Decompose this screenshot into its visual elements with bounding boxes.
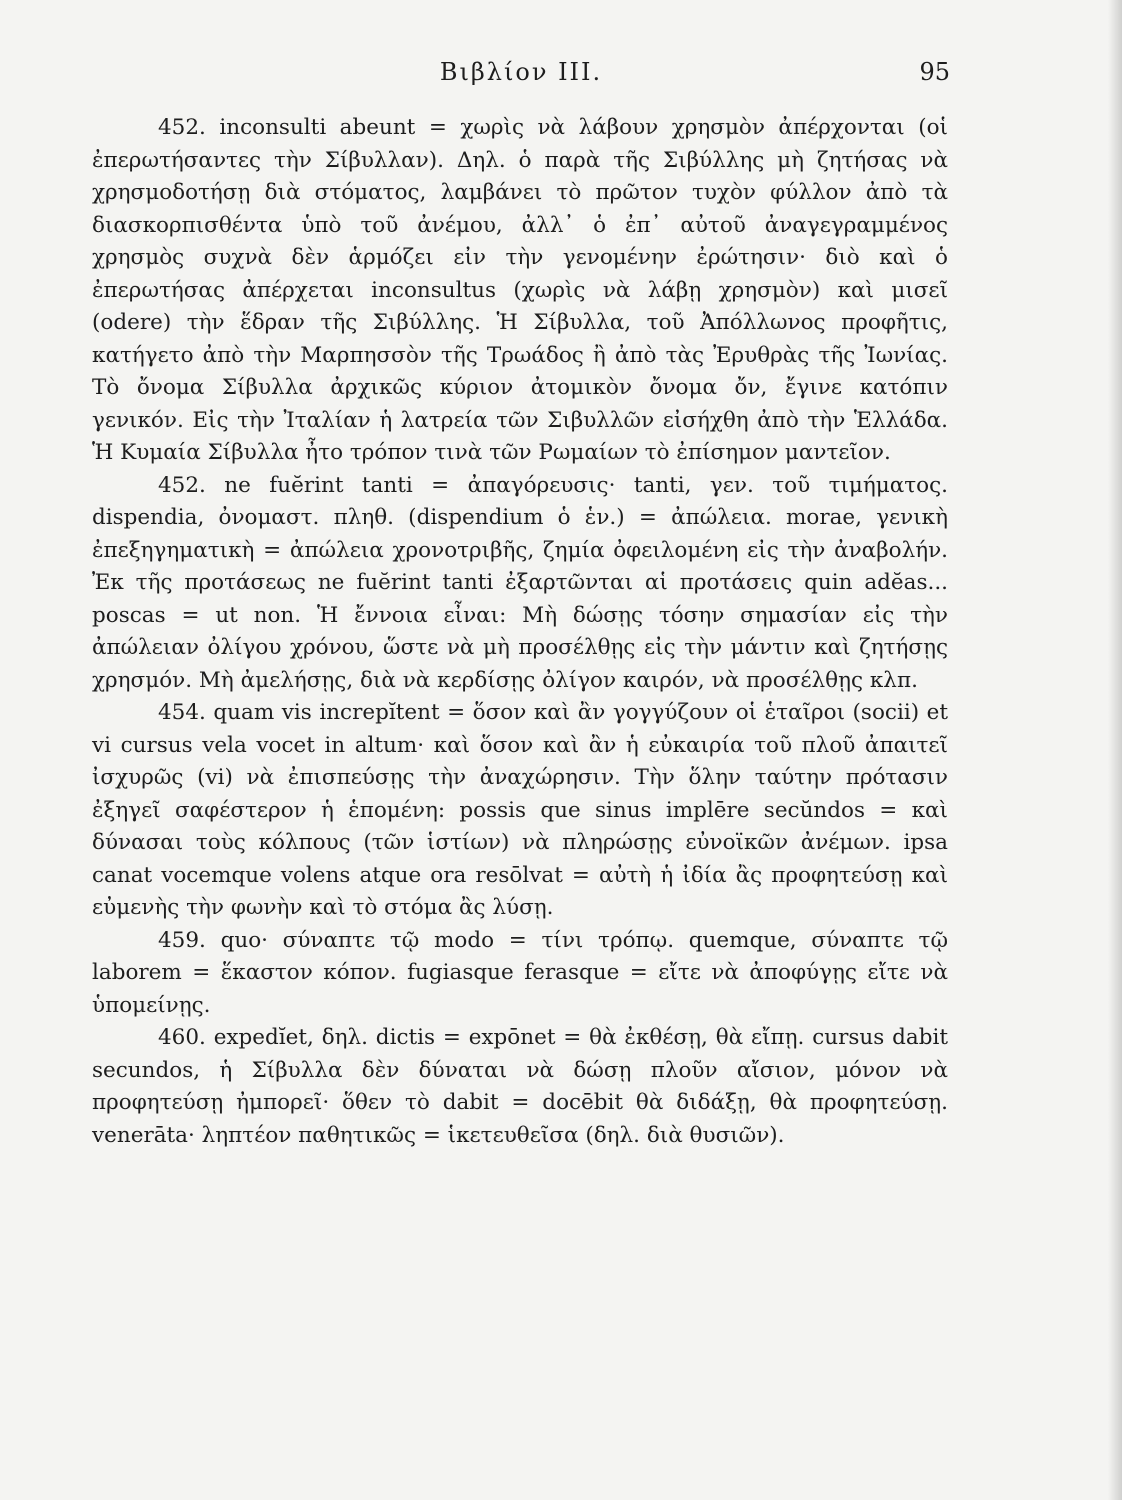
page-edge-shadow (1108, 0, 1122, 1500)
page-number: 95 (919, 58, 950, 86)
commentary-body (92, 112, 948, 1152)
page-header (92, 58, 950, 94)
commentary-note-452a: 452. inconsulti abeunt = χωρὶς νὰ λάβουν χρησμὸν ἀπέρχονται (οἱ ἐπερωτήσαντες τὴν Σίβυλλαν). Δηλ. ὁ παρὰ τῆς Σιβύλλης μὴ ζητήσας νὰ χρησμοδοτήσῃ διὰ στόματος, λαμβάνει τὸ πρῶτον τυχὸν φύλλον ἀπὸ τὰ διασκορπισθέντα ὑπὸ τοῦ ἀνέμου, ἀλλ᾽ ὁ ἐπ᾽ αὐτοῦ ἀναγεγραμμένος χρησμὸς συχνὰ δὲν ἁρμόζει εἰν τὴν γενομένην ἐρώτησιν· διὸ καὶ ὁ ἐπερωτήσας ἀπέρχεται inconsultus (χωρὶς νὰ λάβῃ χρησμὸν) καὶ μισεῖ (odere) τὴν ἕδραν τῆς Σιβύλλης. Ἡ Σίβυλλα, τοῦ Ἀπόλλωνος προφῆτις, κατήγετο ἀπὸ τὴν Μαρπησσὸν τῆς Τρωάδος ἢ ἀπὸ τὰς Ἐρυθρὰς τῆς Ἰωνίας. Τὸ ὄνομα Σίβυλλα ἀρχικῶς κύριον ἀτομικὸν ὄνομα ὄν, ἔγινε κατόπιν γενικόν. Εἰς τὴν Ἰταλίαν ἡ λατρεία τῶν Σιβυλλῶν εἰσήχθη ἀπὸ τὴν Ἑλλάδα. Ἡ Κυμαία Σίβυλλα ἦτο τρόπον τινὰ τῶν Ρωμαίων τὸ ἐπίσημον μαντεῖον. (92, 115, 948, 465)
commentary-note-452b: 452. ne fuĕrint tanti = ἀπαγόρευσις· tanti, γεν. τοῦ τιμήματος. dispendia, ὀνομαστ. πληθ. (dispendium ὁ ἑν.) = ἀπώλεια. morae, γενικὴ ἐπεξηγηματικὴ = ἀπώλεια χρονοτριβῆς, ζημία ὀφειλομένη εἰς τὴν ἀναβολήν. Ἐκ τῆς προτάσεως ne fuĕrint tanti ἐξαρτῶνται αἱ προτάσεις quin adĕas... poscas = ut non. Ἡ ἔννοια εἶναι: Μὴ δώσῃς τόσην σημασίαν εἰς τὴν ἀπώλειαν ὀλίγου χρόνου, ὥστε νὰ μὴ προσέλθῃς εἰς τὴν μάντιν καὶ ζητήσῃς χρησμόν. Μὴ ἀμελήσῃς, διὰ νὰ κερδίσῃς ὀλίγον καιρόν, νὰ προσέλθῃς κλπ. (92, 472, 948, 693)
commentary-note-454: 454. quam vis increpĭtent = ὅσον καὶ ἂν γογγύζουν οἱ ἑταῖροι (socii) et vi cursus vela vocet in altum· καὶ ὅσον καὶ ἂν ἡ εὐκαιρία τοῦ πλοῦ ἀπαιτεῖ ἰσχυρῶς (vi) νὰ ἐπισπεύσῃς τὴν ἀναχώρησιν. Τὴν ὅλην ταύτην πρότασιν ἐξηγεῖ σαφέστερον ἡ ἑπομένη: possis que sinus implēre secŭndos = καὶ δύνασαι τοὺς κόλπους (τῶν ἱστίων) νὰ πληρώσῃς εὐνοϊκῶν ἀνέμων. ipsa canat vocemque volens atque ora resōlvat = αὐτὴ ἡ ἰδία ἂς προφητεύσῃ καὶ εὐμενὴς τὴν φωνὴν καὶ τὸ στόμα ἂς λύσῃ. (92, 700, 948, 920)
commentary-note-459: 459. quo· σύναπτε τῷ modo = τίνι τρόπῳ. quemque, σύναπτε τῷ laborem = ἕκαστον κόπον. fugiasque ferasque = εἴτε νὰ ἀποφύγῃς εἴτε νὰ ὑπομείνῃς. (92, 927, 948, 1018)
running-title: Βιβλίον III. (439, 58, 603, 86)
commentary-note-460: 460. expedĭet, δηλ. dictis = expōnet = θὰ ἐκθέσῃ, θὰ εἴπῃ. cursus dabit secundos, ἡ Σίβυλλα δὲν δύναται νὰ δώσῃ πλοῦν αἴσιον, μόνον νὰ προφητεύσῃ ἠμπορεῖ· ὅθεν τὸ dabit = docēbit θὰ διδάξῃ, θὰ προφητεύσῃ. venerāta· ληπτέον παθητικῶς = ἱκετευθεῖσα (δηλ. διὰ θυσιῶν). (92, 1025, 948, 1148)
